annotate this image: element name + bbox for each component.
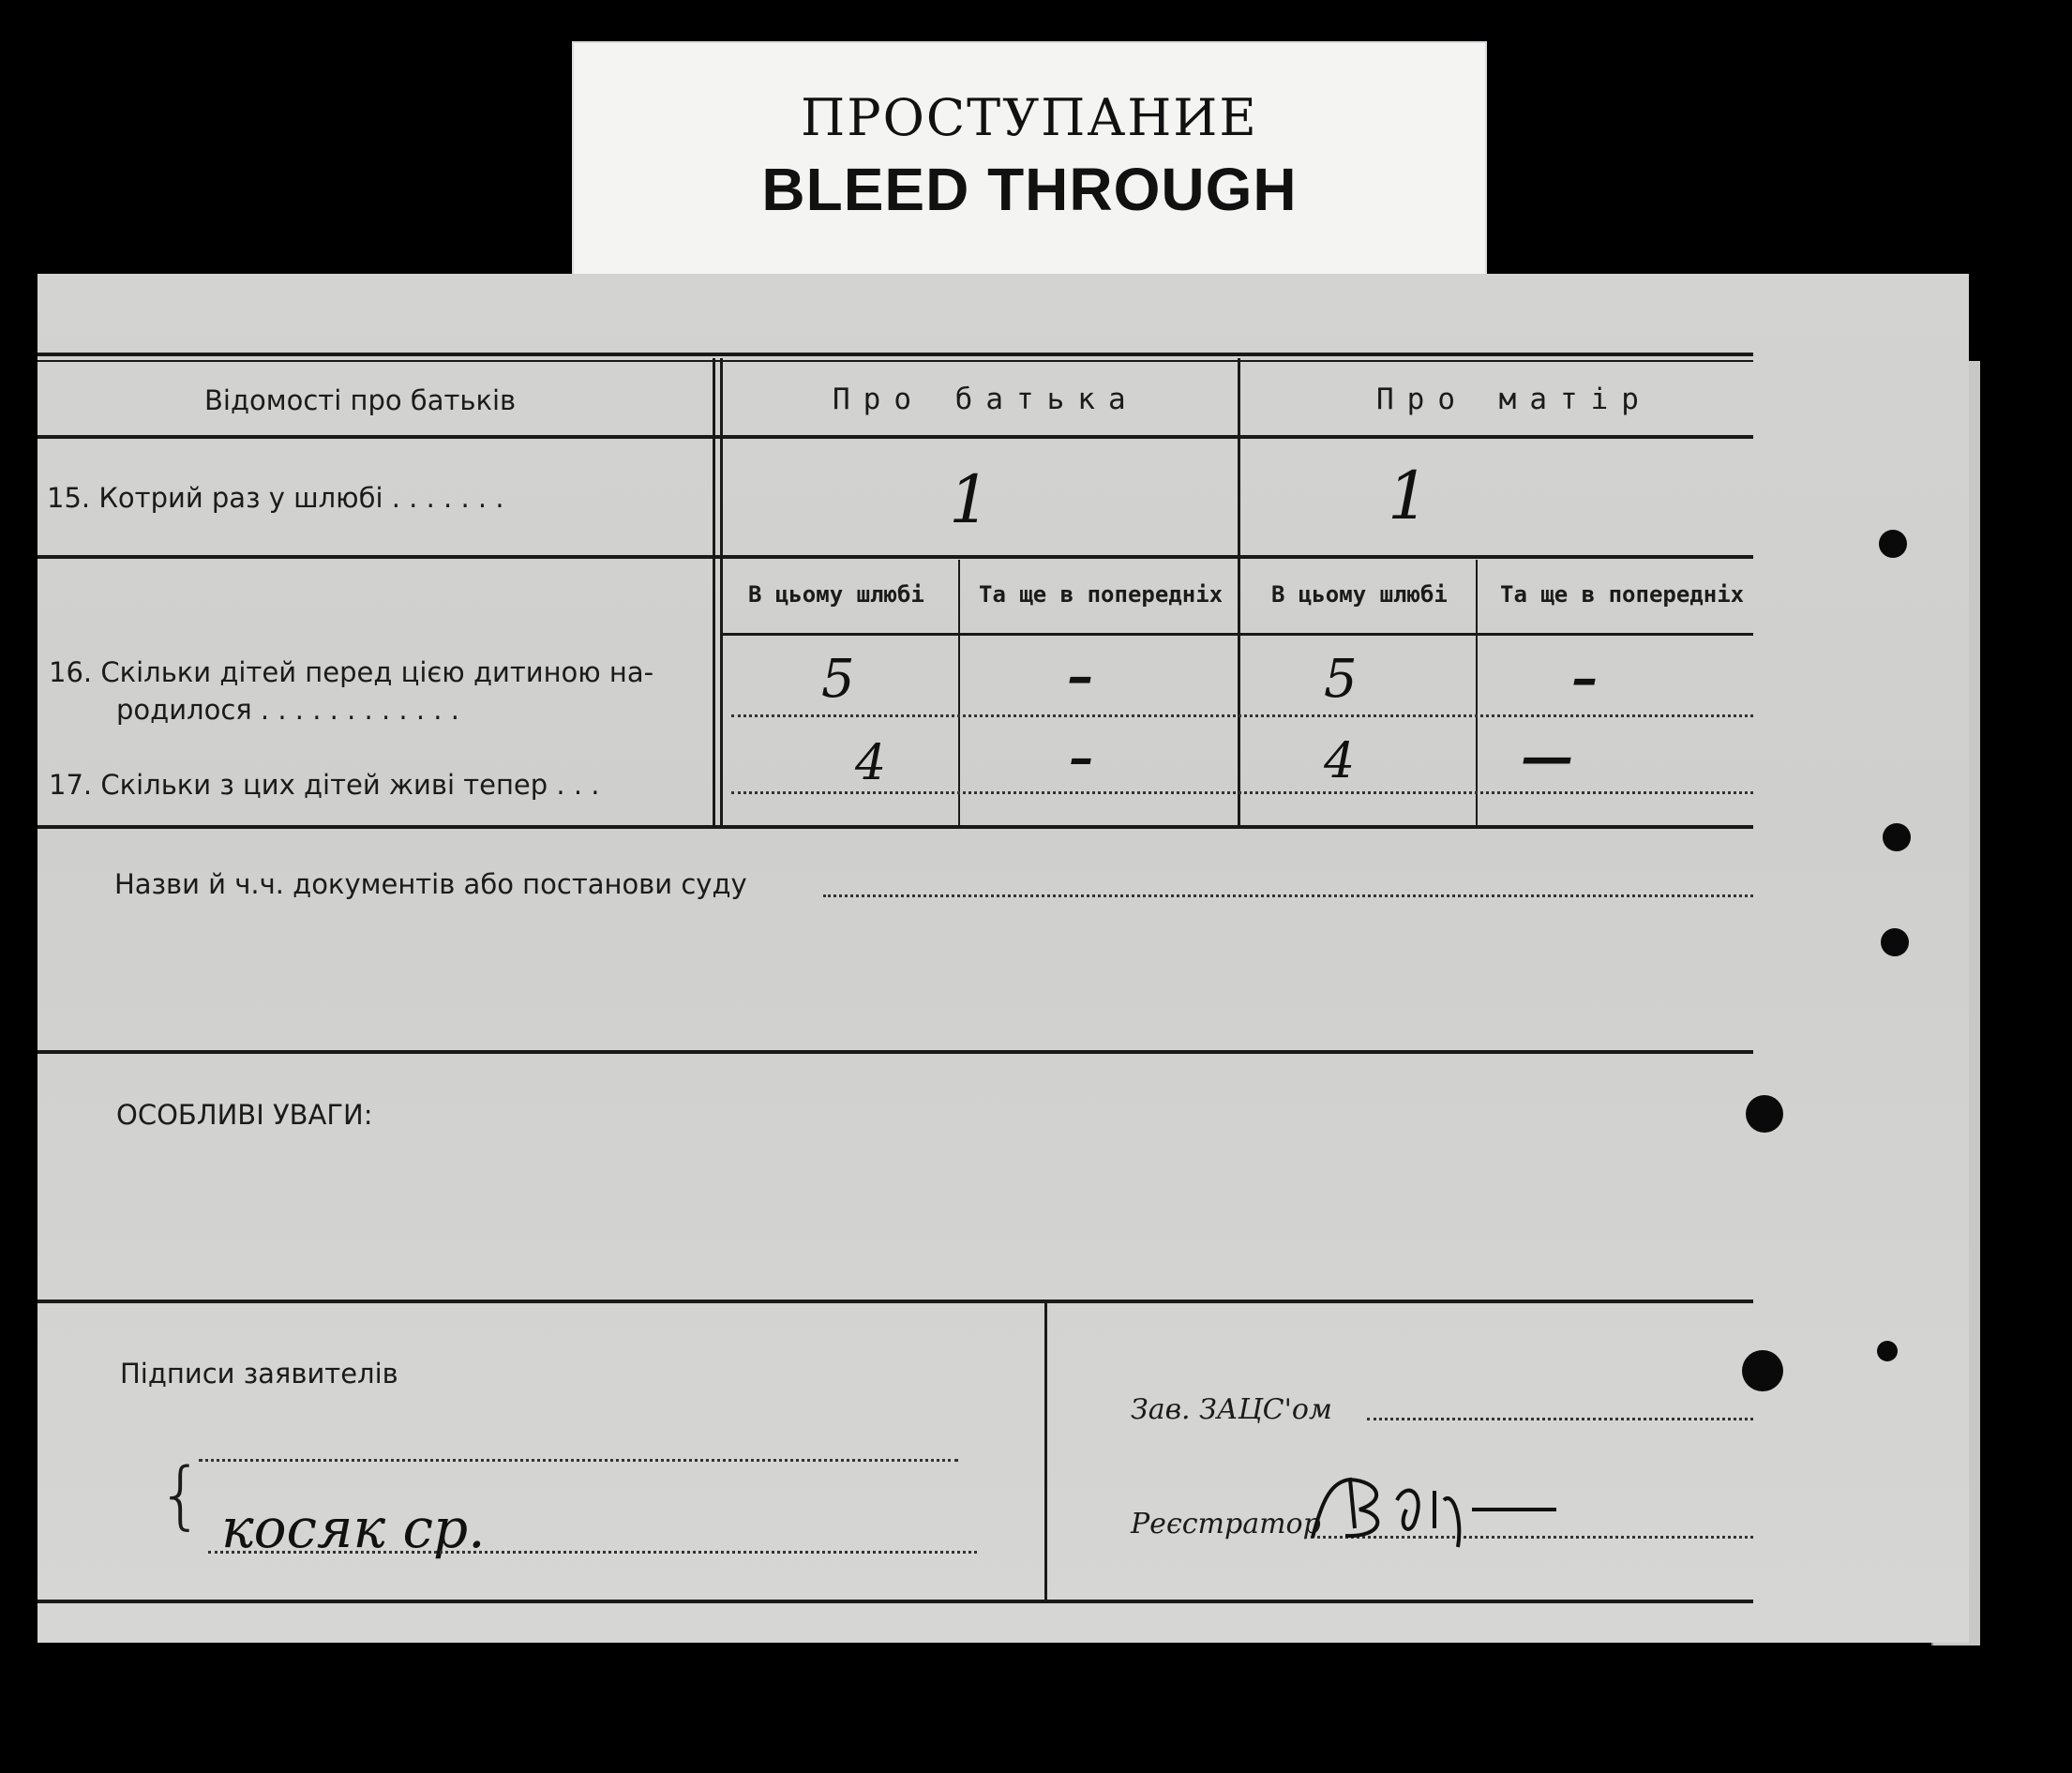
head-zags-dotted-line [1367, 1418, 1753, 1420]
father-previous-header: Та ще в попередніх [979, 581, 1224, 608]
punch-hole-1 [1879, 530, 1907, 558]
subheader-rule [720, 633, 1753, 636]
signatures-col-sep [1044, 1303, 1047, 1603]
row17-mother-prev: — [1521, 726, 1573, 788]
punch-hole-2 [1883, 823, 1911, 851]
col-sep-mother-sub [1476, 560, 1478, 827]
punch-hole-3 [1881, 928, 1909, 956]
documents-rule [38, 1050, 1753, 1054]
row17-mother-this: 4 [1324, 733, 1356, 789]
signature-brace: { [158, 1453, 204, 1538]
banner-english-text: BLEED THROUGH [761, 156, 1298, 223]
special-notes-rule [38, 1300, 1753, 1303]
row15-label: 15. Котрий раз у шлюбі . . . . . . . [47, 482, 504, 514]
bottom-rule [38, 1600, 1753, 1603]
row15-mother-value: 1 [1388, 458, 1430, 534]
father-this-marriage-header: В цьому шлюбі [748, 581, 924, 608]
about-mother-header: Про матір [1376, 383, 1652, 416]
signature-line-2 [208, 1551, 977, 1554]
applicant-signatures-label: Підписи заявителів [120, 1358, 398, 1390]
row17-label: 17. Скільки з цих дітей живі тепер . . . [49, 769, 600, 801]
row15-rule [38, 555, 1753, 559]
head-zags-label: Зав. ЗАЦС'ом [1131, 1393, 1332, 1426]
birth-record-form [38, 274, 1969, 1643]
punch-hole-6 [1877, 1341, 1898, 1361]
mother-previous-header: Та ще в попередніх [1500, 581, 1745, 608]
col-sep-father-mother [1238, 358, 1240, 827]
bleed-through-banner [572, 41, 1487, 279]
row17-rule [38, 825, 1753, 829]
header-rule [38, 435, 1753, 439]
row17-father-prev: – [1069, 729, 1093, 787]
row16-father-this: 5 [821, 649, 855, 710]
documents-dotted-line [823, 894, 1753, 897]
registrar-signature [1294, 1463, 1575, 1566]
banner-russian-text: ПРОСТУПАНИЕ [801, 88, 1258, 147]
punch-hole-5 [1742, 1350, 1783, 1391]
mother-this-marriage-header: В цьому шлюбі [1271, 581, 1448, 608]
row15-father-value: 1 [949, 461, 991, 538]
row17-dotted-line [731, 791, 1753, 794]
row16-label-line1: 16. Скільки дітей перед цією дитиною на- [49, 656, 654, 688]
row16-mother-this: 5 [1324, 649, 1358, 710]
row17-father-this: 4 [855, 735, 887, 791]
top-rule-thin [38, 360, 1753, 362]
registrar-label: Реєстратор [1131, 1508, 1321, 1540]
documents-label: Назви й ч.ч. документів або постанови суду [114, 868, 747, 900]
row16-label-line2: родилося . . . . . . . . . . . . [116, 694, 459, 726]
parents-info-header: Відомості про батьків [204, 384, 517, 416]
applicant-signature: косяк ср. [221, 1496, 486, 1560]
about-father-header: Про батька [833, 383, 1139, 416]
special-notes-label: ОСОБЛИВІ УВАГИ: [116, 1099, 373, 1131]
row16-dotted-line [731, 714, 1753, 717]
signature-line-1 [199, 1459, 958, 1462]
row16-mother-prev: – [1571, 647, 1598, 709]
row16-father-prev: – [1067, 645, 1093, 707]
punch-hole-4 [1746, 1095, 1783, 1133]
col-sep-label [713, 358, 715, 827]
top-rule [38, 353, 1753, 356]
col-sep-father-sub [958, 560, 960, 827]
col-sep-label-2 [720, 358, 723, 827]
